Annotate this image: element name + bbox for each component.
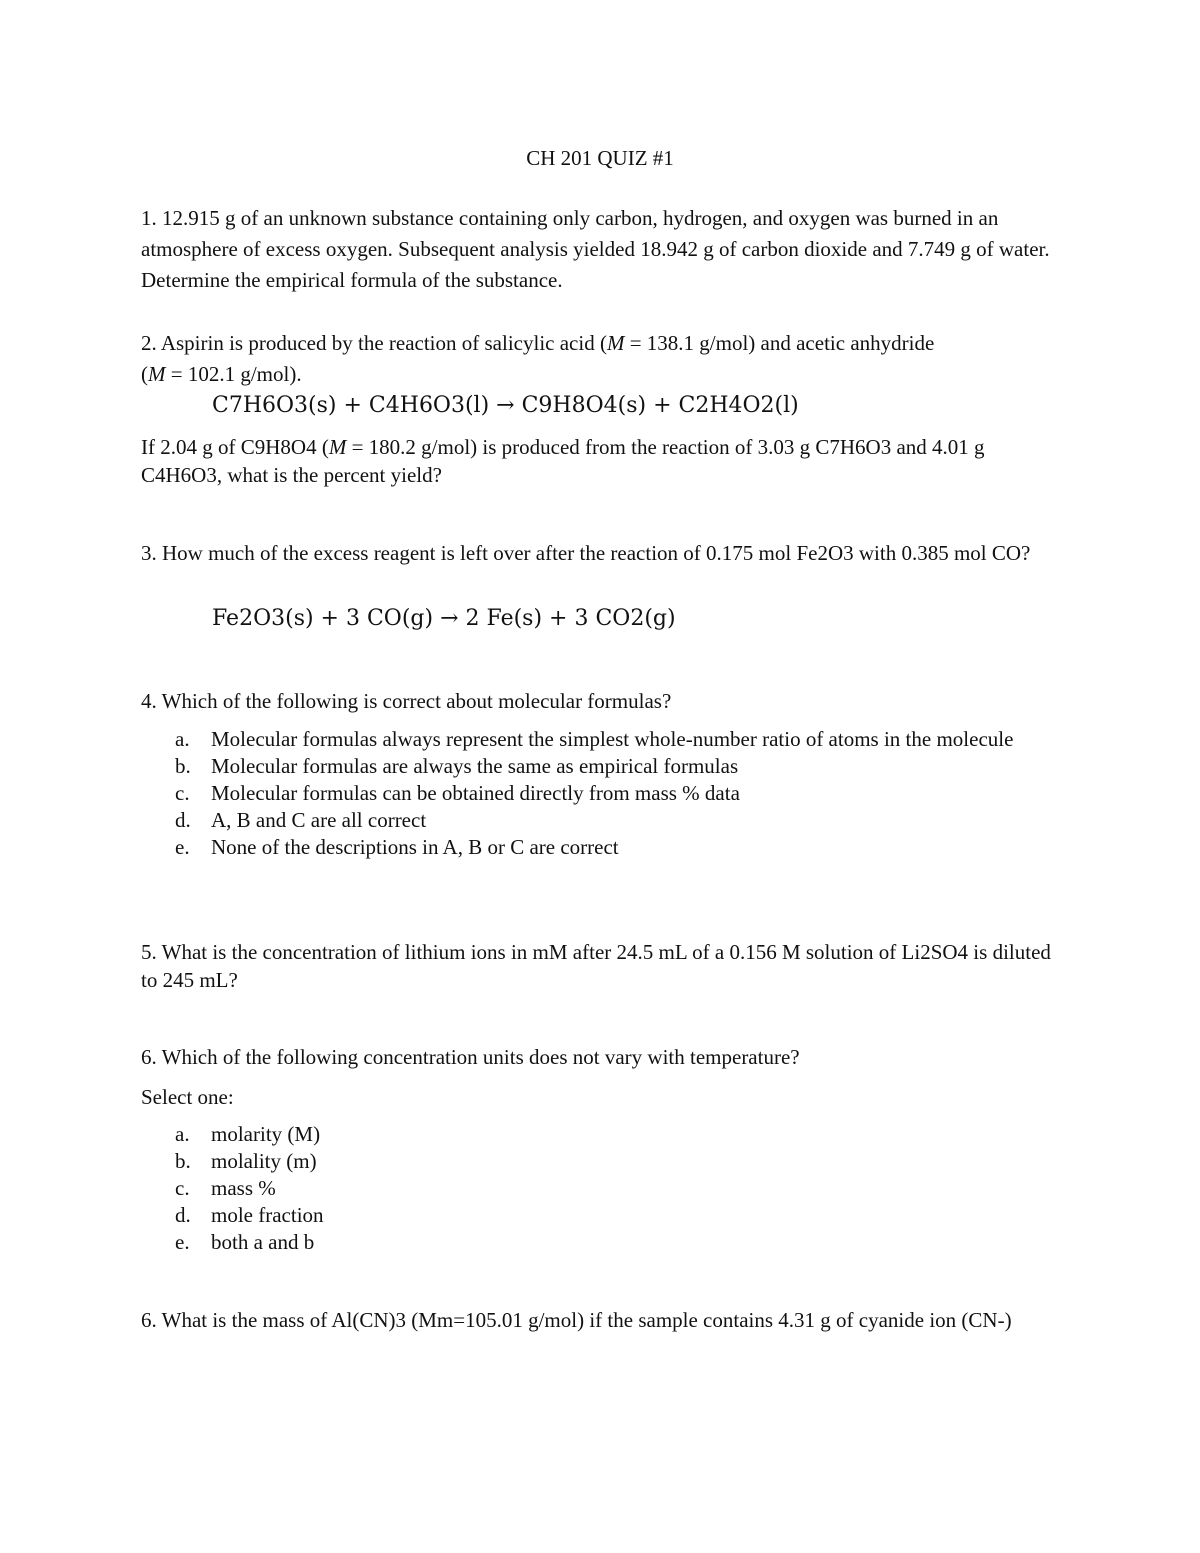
question-5 — [141, 938, 1061, 994]
option-b — [141, 1148, 1061, 1175]
option-letter: b. — [175, 754, 191, 778]
question-6 — [141, 1042, 1061, 1073]
question-7-text: 6. What is the mass of Al(CN)3 (Mm=105.01 g/mol) if the sample contains 4.31 g of cyanide ion (CN-) — [141, 1308, 1012, 1332]
option-e — [141, 1229, 1061, 1256]
question-6-options — [141, 1121, 1061, 1256]
question-3 — [141, 539, 1061, 567]
option-letter: c. — [175, 781, 190, 805]
option-letter: d. — [175, 808, 191, 832]
option-text: Molecular formulas are always the same as empirical formulas — [211, 754, 739, 778]
option-text: mass % — [211, 1176, 276, 1200]
option-c — [141, 1175, 1061, 1202]
option-d — [141, 807, 1061, 834]
option-letter: e. — [175, 835, 190, 859]
question-7 — [141, 1306, 1061, 1334]
option-letter: c. — [175, 1176, 190, 1200]
option-letter: a. — [175, 727, 190, 751]
question-6-text: 6. Which of the following concentration units does not vary with temperature? — [141, 1045, 800, 1069]
option-text: A, B and C are all correct — [211, 808, 427, 832]
option-text: both a and b — [211, 1230, 315, 1254]
question-2-followup-pre: If 2.04 g of C9H8O4 ( — [141, 435, 329, 459]
option-b — [141, 753, 1061, 780]
option-text: molarity (M) — [211, 1122, 321, 1146]
question-1-text: 1. 12.915 g of an unknown substance containing only carbon, hydrogen, and oxygen was burned in an atmosphere of excess oxygen. Subsequent analysis yielded 18.942 g of carbon dioxide and 7.749 g of water. Determine the empirical formula of the substance. — [141, 206, 1050, 292]
question-5-text: 5. What is the concentration of lithium ions in mM after 24.5 mL of a 0.156 M solution of Li2SO4 is diluted to 245 mL? — [141, 940, 1051, 992]
question-2-equation: C7H6O3(s) + C4H6O3(l) → C9H8O4(s) + C2H4O2(l) — [212, 393, 799, 418]
question-2-line2-post: = 102.1 g/mol). — [165, 362, 302, 386]
question-6-prompt: Select one: — [141, 1085, 234, 1109]
question-4 — [141, 686, 1061, 717]
question-2-line1-pre: 2. Aspirin is produced by the reaction of salicylic acid ( — [141, 331, 607, 355]
option-letter: d. — [175, 1203, 191, 1227]
question-2-followup-post: = 180.2 g/mol) is produced from the reaction of 3.03 g C7H6O3 and 4.01 g C4H6O3, what is the percent yield? — [141, 435, 985, 487]
option-e — [141, 834, 1061, 861]
question-3-equation: Fe2O3(s) + 3 CO(g) → 2 Fe(s) + 3 CO2(g) — [212, 606, 676, 631]
option-d — [141, 1202, 1061, 1229]
question-4-text: 4. Which of the following is correct about molecular formulas? — [141, 689, 672, 713]
option-text: Molecular formulas always represent the simplest whole-number ratio of atoms in the molecule — [211, 727, 1014, 751]
question-2 — [141, 328, 1061, 390]
question-4-options — [141, 726, 1061, 861]
molar-mass-symbol: M — [148, 362, 166, 386]
option-text: mole fraction — [211, 1203, 324, 1227]
molar-mass-symbol: M — [606, 331, 625, 355]
question-1 — [141, 203, 1061, 296]
option-text: molality (m) — [211, 1149, 317, 1173]
question-3-text: 3. How much of the excess reagent is left over after the reaction of 0.175 mol Fe2O3 with 0.385 mol CO? — [141, 541, 1031, 565]
option-a — [141, 1121, 1061, 1148]
question-2-line1-post: = 138.1 g/mol) and acetic anhydride — [624, 331, 935, 355]
option-text: None of the descriptions in A, B or C are correct — [211, 835, 619, 859]
option-text: Molecular formulas can be obtained directly from mass % data — [211, 781, 740, 805]
option-letter: a. — [175, 1122, 190, 1146]
page-title: CH 201 QUIZ #1 — [526, 146, 674, 170]
option-letter: b. — [175, 1149, 191, 1173]
option-letter: e. — [175, 1230, 190, 1254]
option-a — [141, 726, 1061, 753]
question-2-line2-pre: ( — [141, 362, 148, 386]
option-c — [141, 780, 1061, 807]
question-2-followup — [141, 433, 1061, 489]
molar-mass-symbol: M — [328, 435, 347, 459]
